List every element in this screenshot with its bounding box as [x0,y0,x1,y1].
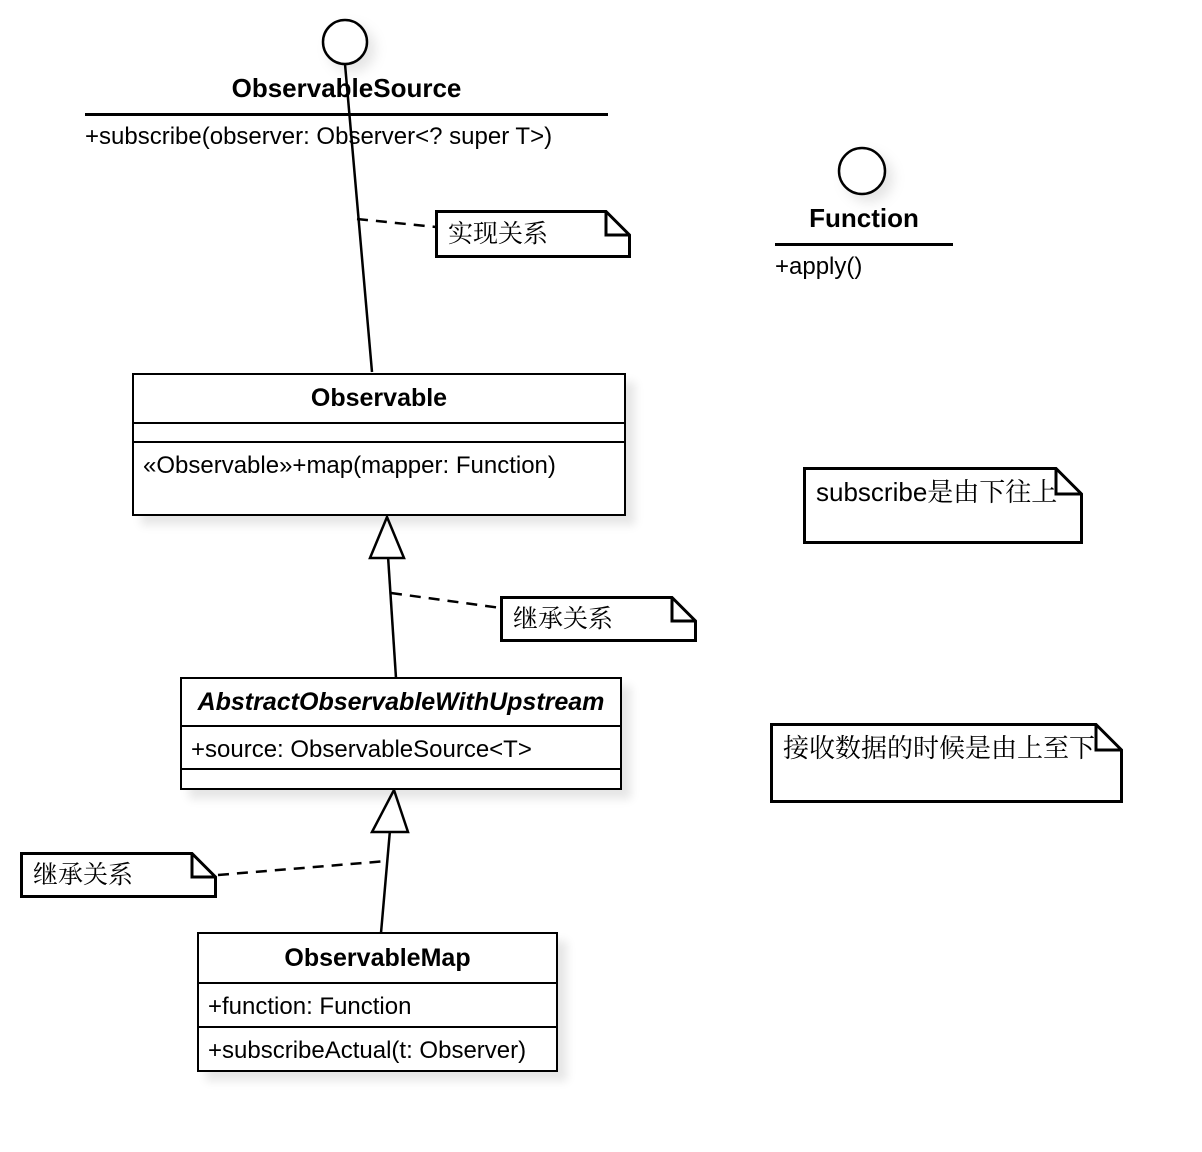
inheritance-triangle-icon [370,517,404,558]
methods-compartment [182,768,620,788]
interface-function [775,204,953,280]
class-observable [132,373,626,516]
note-anchor-dashed-line [218,861,387,875]
interface-circle-icon [839,148,885,194]
interface-name: Function [775,204,953,246]
inheritance-triangle-icon [372,790,408,832]
note-subscribe-direction [803,467,1083,544]
inheritance-line-lower [381,830,390,933]
note-text: subscribe是由下往上 [816,477,1058,507]
methods-compartment: «Observable»+map(mapper: Function) [134,441,624,514]
note-text: 继承关系 [33,861,134,889]
note-text: 继承关系 [513,605,614,633]
note-inheritance-upper [500,596,697,642]
class-name: ObservableMap [284,943,471,972]
note-receive-direction [770,723,1123,803]
note-text: 实现关系 [448,220,549,248]
attributes-compartment: +function: Function [199,982,556,1026]
note-text: 接收数据的时候是由上至下 [783,733,1096,763]
class-abstractobservablewithupstream [180,677,622,790]
interface-observablesource [85,74,608,150]
attributes-compartment [134,422,624,441]
interface-method: +subscribe(observer: Observer<? super T>) [85,123,553,150]
methods-compartment: +subscribeActual(t: Observer) [199,1026,556,1070]
note-anchor-dashed-line [357,219,436,227]
inheritance-line-upper [388,556,396,678]
interface-name: ObservableSource [85,74,608,116]
interface-method: +apply() [775,253,863,280]
attributes-compartment: +source: ObservableSource<T> [182,725,620,768]
note-inheritance-lower [20,852,217,898]
note-anchor-dashed-line [391,593,501,608]
interface-circle-icon [323,20,367,64]
class-name: Observable [310,384,448,412]
note-realization [435,210,631,258]
class-observablemap [197,932,558,1072]
class-name: AbstractObservableWithUpstream [197,687,605,716]
